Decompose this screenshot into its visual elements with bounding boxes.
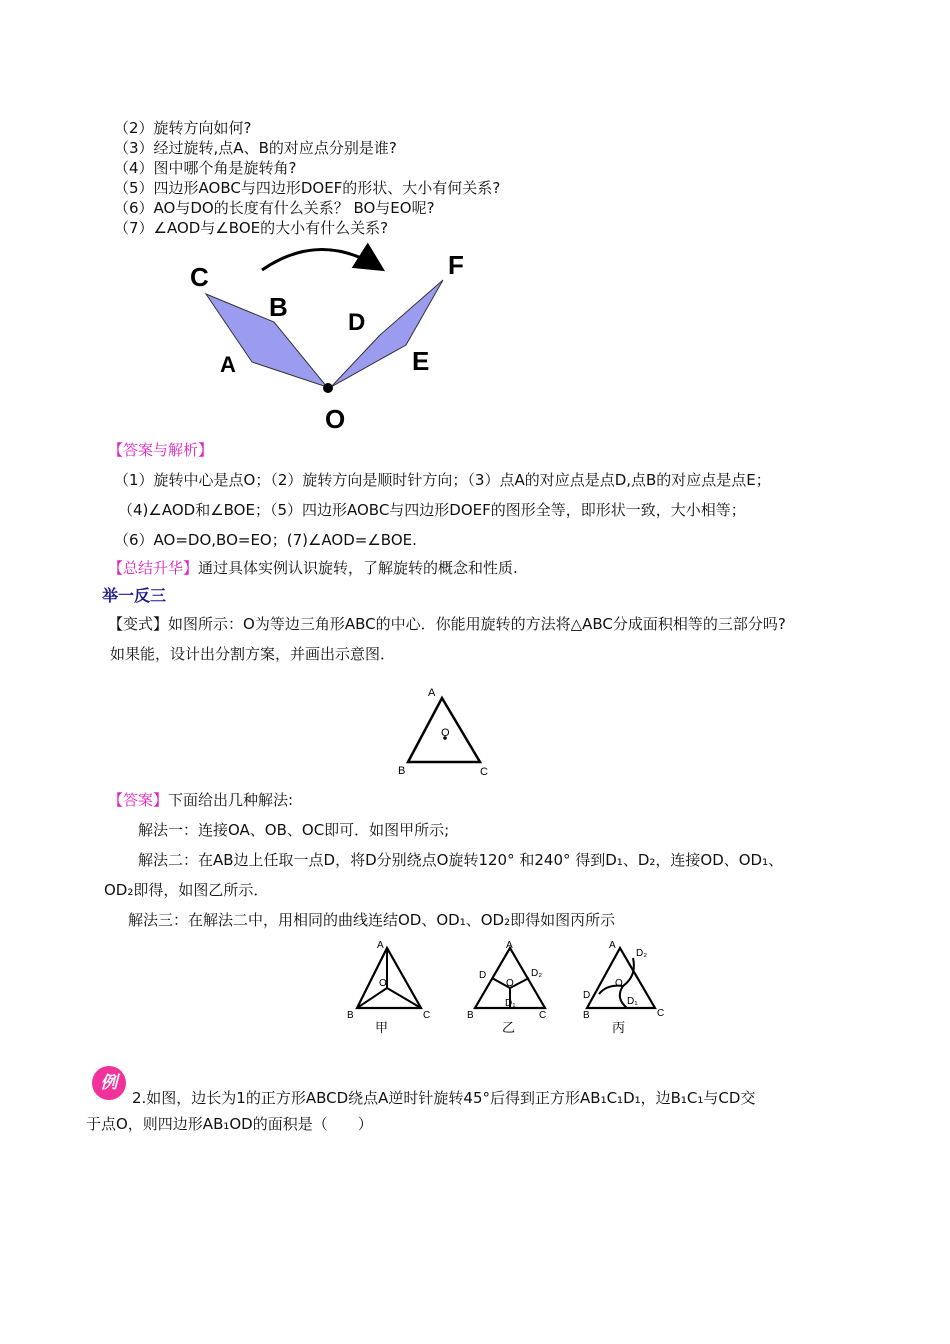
- caption-jia: 甲: [375, 1020, 389, 1035]
- bing-label-d1: D₁: [627, 996, 638, 1007]
- bing-label-d2: D₂: [636, 948, 648, 959]
- answer2-label: 【答案】: [108, 791, 169, 809]
- answer2-line: [108, 790, 293, 810]
- tri-label-a: A: [428, 687, 436, 699]
- bing-label-c: C: [657, 1008, 665, 1019]
- answer-heading: 【答案与解析】: [108, 441, 214, 459]
- method-3: 解法三：在解法二中，用相同的曲线连结OD、OD₁、OD₂即得如图丙所示: [128, 911, 616, 929]
- question-5: （5）四边形AOBC与四边形DOEF的形状、大小有何关系?: [114, 179, 501, 197]
- section-title: 举一反三: [102, 586, 167, 605]
- jia-label-b: B: [347, 1010, 354, 1021]
- solution-jia: [347, 940, 430, 1035]
- solutions-figure: [345, 936, 685, 1036]
- caption-yi: 乙: [502, 1020, 516, 1035]
- question-3: （3）经过旋转,点A、B的对应点分别是谁?: [114, 139, 397, 157]
- yi-label-a: A: [506, 940, 513, 951]
- method-1: 解法一：连接OA、OB、OC即可．如图甲所示;: [138, 821, 450, 839]
- center-o-dot: [323, 383, 333, 393]
- answer2-text: 下面给出几种解法:: [168, 791, 294, 809]
- rotation-figure: [180, 240, 480, 440]
- question-7: （7）∠AOD与∠BOE的大小有什么关系?: [114, 219, 389, 237]
- answer-line-1: （1）旋转中心是点O；（2）旋转方向是顺时针方向；（3）点A的对应点是点D,点B的对应点是点E；: [114, 471, 771, 489]
- yi-label-d2: D₂: [531, 968, 543, 979]
- answer-line-3: （6）AO=DO,BO=EO；(7)∠AOD=∠BOE.: [114, 531, 417, 549]
- caption-bing: 丙: [612, 1020, 626, 1035]
- variant-line-1: [108, 614, 786, 634]
- label-d: D: [348, 309, 366, 336]
- label-e: E: [412, 346, 430, 376]
- tri-label-c: C: [480, 766, 488, 778]
- jia-label-a: A: [377, 940, 384, 951]
- variant-text: 如图所示：O为等边三角形ABC的中心．你能用旋转的方法将△ABC分成面积相等的三部分吗?: [168, 615, 786, 633]
- summary-label: 【总结升华】: [108, 559, 199, 577]
- label-c: C: [190, 262, 209, 292]
- label-a: A: [220, 352, 236, 377]
- question-6: （6）AO与DO的长度有什么关系？ BO与EO呢?: [114, 199, 435, 217]
- solution-bing: [583, 940, 664, 1035]
- label-f: F: [448, 250, 464, 280]
- yi-label-d1: D₁: [505, 998, 516, 1009]
- tri-label-o: O: [441, 727, 450, 739]
- jia-label-c: C: [423, 1010, 431, 1021]
- summary: [108, 558, 518, 578]
- label-b: B: [269, 292, 288, 322]
- answer-line-2: （4)∠AOD和∠BOE；（5）四边形AOBC与四边形DOEF的图形全等，即形状一致，大小相等；: [118, 501, 746, 519]
- method-2a: 解法二：在AB边上任取一点D，将D分别绕点O旋转120° 和240° 得到D₁、D₂，连接OD、OD₁、: [138, 851, 784, 869]
- example-line-2: 于点O，则四边形AB₁OD的面积是（ ）: [86, 1115, 373, 1133]
- method-2b: OD₂即得，如图乙所示．: [104, 881, 269, 899]
- yi-label-o: O: [506, 978, 514, 989]
- bing-label-a: A: [609, 940, 616, 951]
- tri-label-b: B: [398, 765, 406, 777]
- example-line-1: 2.如图，边长为1的正方形ABCD绕点A逆时针旋转45°后得到正方形AB₁C₁D₁，边B₁C₁与CD交: [132, 1089, 756, 1107]
- variant-line-2: 如果能，设计出分割方案，并画出示意图．: [110, 645, 396, 663]
- triangle-figure: [392, 682, 502, 782]
- yi-label-d: D: [479, 970, 487, 981]
- solution-yi: [467, 940, 546, 1035]
- bing-label-b: B: [583, 1010, 590, 1021]
- jia-label-o: O: [379, 978, 387, 989]
- example-badge: 例: [92, 1066, 126, 1100]
- bing-label-o: O: [615, 978, 623, 989]
- yi-label-b: B: [467, 1010, 474, 1021]
- label-o: O: [325, 404, 346, 434]
- bing-label-d: D: [583, 990, 591, 1001]
- variant-label: 【变式】: [108, 615, 169, 633]
- rotation-arrow: [262, 249, 380, 270]
- question-4: （4）图中哪个角是旋转角?: [114, 159, 297, 177]
- summary-text: 通过具体实例认识旋转，了解旋转的概念和性质.: [198, 559, 518, 577]
- yi-label-c: C: [539, 1010, 547, 1021]
- question-2: （2）旋转方向如何?: [114, 119, 252, 137]
